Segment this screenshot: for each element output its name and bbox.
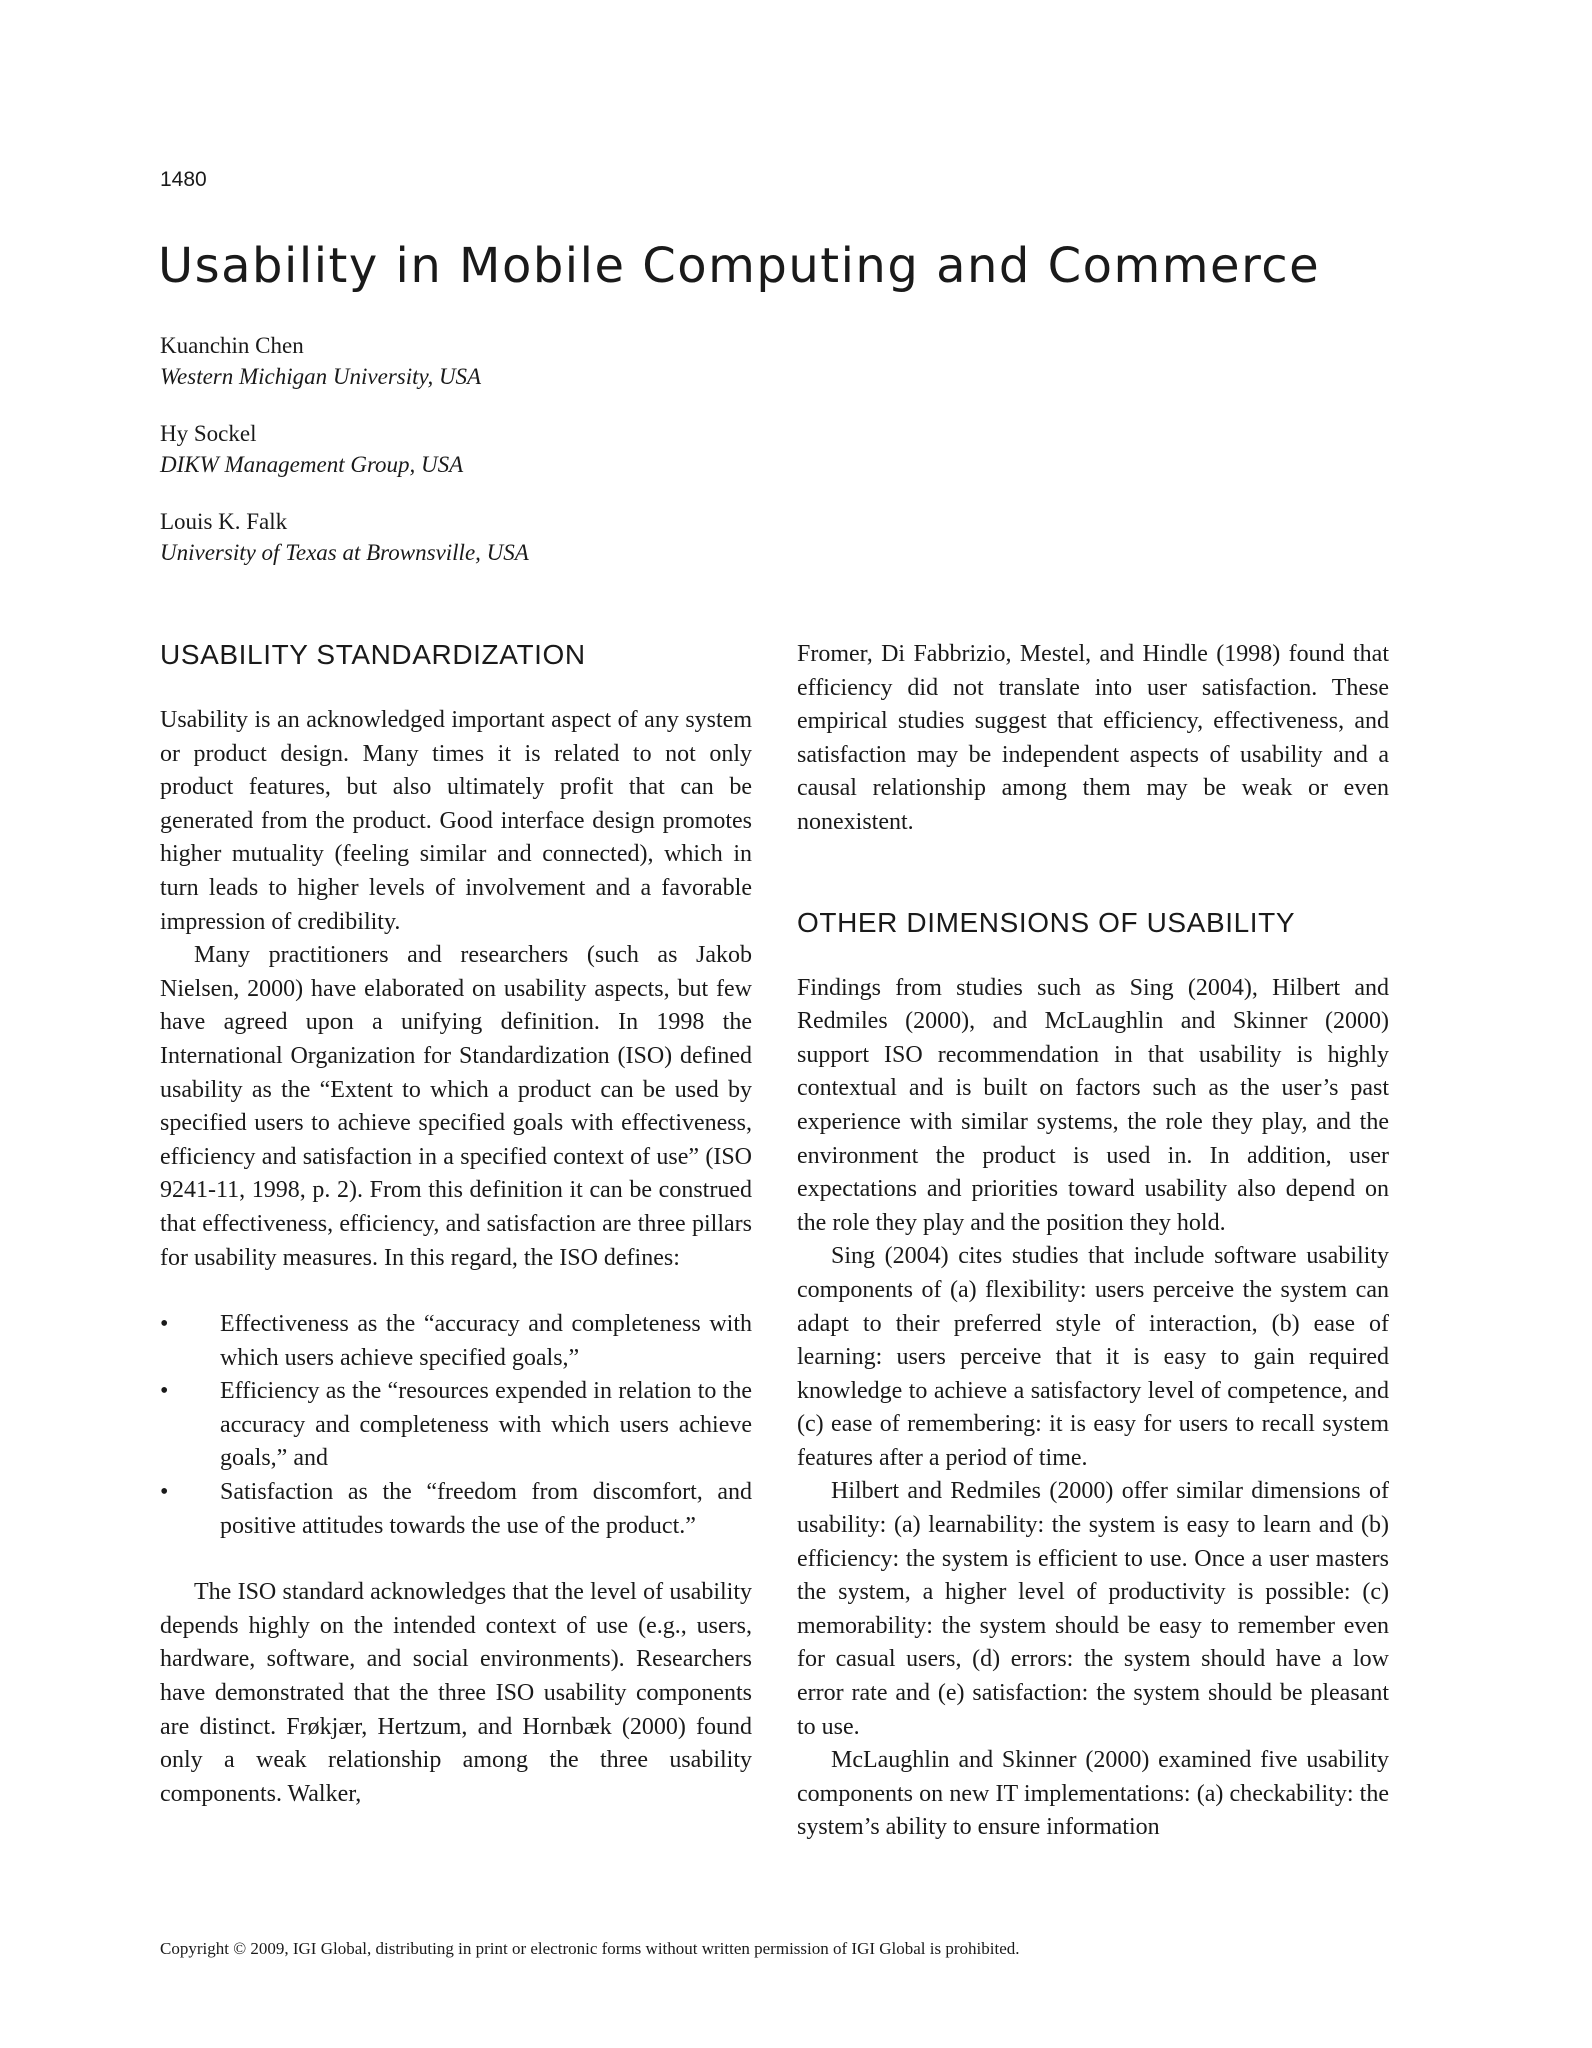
author-affiliation: DIKW Management Group, USA [160,452,464,477]
list-item [160,1375,752,1476]
author-block [160,506,529,568]
right-column [797,638,1389,1845]
left-column [160,638,752,1811]
list-item-text: Efficiency as the “resources expended in relation to the accuracy and completeness with which users achieve goals,” and [220,1378,752,1472]
copyright-notice: Copyright © 2009, IGI Global, distributing in print or electronic forms without written permission of IGI Global is prohibited. [160,1939,1020,1958]
author-name: Hy Sockel [160,421,257,446]
author-block [160,330,529,392]
section-heading-usability-standardization: USABILITY STANDARDIZATION [160,639,586,670]
bullet-marker: • [160,1479,169,1506]
author-list [160,330,529,594]
list-item-text: Satisfaction as the “freedom from discomfort, and positive attitudes towards the use of the product.” [220,1479,752,1539]
article-title: Usability in Mobile Computing and Commerce [158,238,1321,294]
author-name: Louis K. Falk [160,509,288,534]
paragraph: McLaughlin and Skinner (2000) examined five usability components on new IT implementations: (a) checkability: the system’s ability to ensure information [797,1747,1389,1841]
paragraph: Many practitioners and researchers (such as Jakob Nielsen, 2000) have elaborated on usability aspects, but few have agreed upon a unifying definition. In 1998 the International Organization for Standardization (ISO) defined usability as the “Extent to which a product can be used by specified users to achieve specified goals with effectiveness, efficiency and satisfaction in a specified context of use” (ISO 9241-11, 1998, p. 2). From this definition it can be construed that effectiveness, efficiency, and satisfaction are three pillars for usability measures. In this regard, the ISO defines: [160,942,752,1271]
author-affiliation: University of Texas at Brownsville, USA [160,540,529,565]
list-item [160,1308,752,1375]
list-item-text: Effectiveness as the “accuracy and completeness with which users achieve specified goals,” [220,1311,752,1371]
author-block [160,418,529,480]
paragraph: Fromer, Di Fabbrizio, Mestel, and Hindle (1998) found that efficiency did not translate into user satisfaction. These empirical studies suggest that efficiency, effectiveness, and satisfaction may be independent aspects of usability and a causal relationship among them may be weak or even nonexistent. [797,641,1389,835]
bullet-list [160,1308,752,1543]
paragraph: Findings from studies such as Sing (2004), Hilbert and Redmiles (2000), and McLaughlin and Skinner (2000) support ISO recommendation in that usability is highly contextual and is built on factors such as the user’s past experience with similar systems, the role they play, and the environment the product is used in. In addition, user expectations and priorities toward usability also depend on the role they play and the position they hold. [797,974,1389,1236]
author-affiliation: Western Michigan University, USA [160,364,482,389]
list-item [160,1476,752,1543]
paragraph: The ISO standard acknowledges that the level of usability depends highly on the intended context of use (e.g., users, hardware, software, and social environments). Researchers have demonstrated that the three ISO usability components are distinct. Frøkjær, Hertzum, and Hornbæk (2000) found only a weak relationship among the three usability components. Walker, [160,1579,752,1807]
page-number: 1480 [160,168,207,191]
bullet-marker: • [160,1311,169,1338]
paragraph: Usability is an acknowledged important aspect of any system or product design. Many times it is related to not only product features, but also ultimately profit that can be generated from the product. Good interface design promotes higher mutuality (feeling similar and connected), which in turn leads to higher levels of involvement and a favorable impression of credibility. [160,707,752,935]
bullet-marker: • [160,1378,169,1405]
paragraph: Hilbert and Redmiles (2000) offer similar dimensions of usability: (a) learnability: the system is easy to learn and (b) efficiency: the system is efficient to use. Once a user masters the system, a higher level of productivity is possible: (c) memorability: the system should be easy to remember even for casual users, (d) errors: the system should have a low error rate and (e) satisfaction: the system should be pleasant to use. [797,1478,1389,1740]
section-heading-other-dimensions: OTHER DIMENSIONS OF USABILITY [797,906,1296,938]
paragraph: Sing (2004) cites studies that include software usability components of (a) flexibility: users perceive the system can adapt to their preferred style of interaction, (b) ease of learning: users perceive that it is easy to gain required knowledge to achieve a satisfactory level of competence, and (c) ease of remembering: it is easy for users to recall system features after a period of time. [797,1243,1389,1471]
author-name: Kuanchin Chen [160,333,304,358]
